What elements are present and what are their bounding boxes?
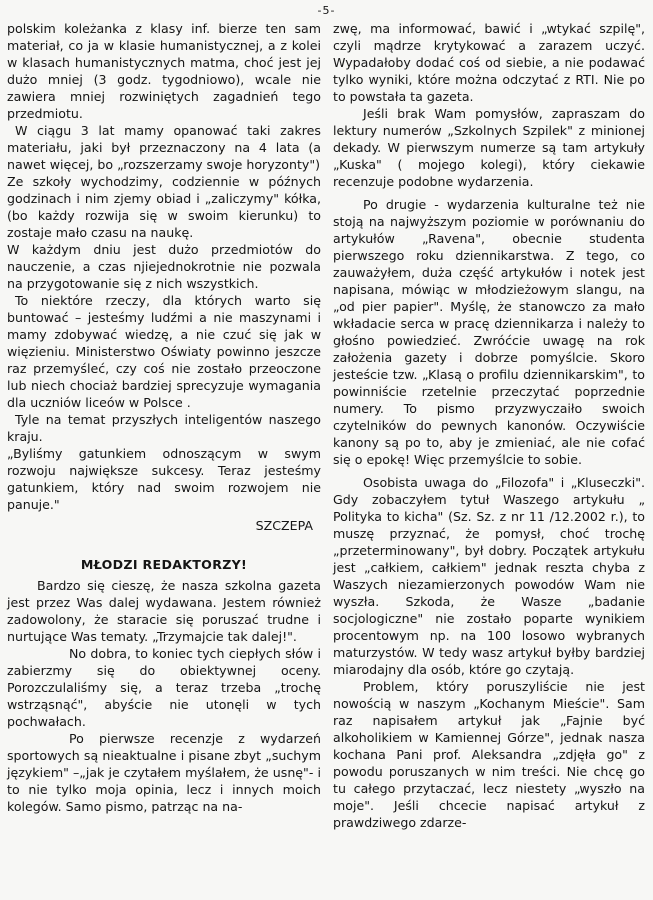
paragraph: W każdym dniu jest dużo przedmiotów do nauczenie, a czas njiejednokrotnie nie pozwala na przygotowanie się z nich wszystkich. <box>7 242 321 291</box>
section-heading: MŁODZI REDAKTORZY! <box>80 557 248 572</box>
paragraph: Bardzo się cieszę, że nasza szkolna gazeta jest przez Was dalej wydawana. Jestem również zadowolony, że staracie się poruszać trudne i nurtujące Was tematy. „Trzymajcie tak dalej!". <box>7 578 321 644</box>
paragraph: No dobra, to koniec tych ciepłych słów i zabierzmy się do obiektywnej oceny. Porozczulaliśmy się, a teraz trzeba „trochę wstrząsnąć", abyście nie utonęli w tych pochwałach. <box>7 646 321 729</box>
page-number: -5- <box>317 4 336 17</box>
paragraph: zwę, ma informować, bawić i „wtykać szpilę", czyli mądrze krytykować a zarazem uczyć. Wypadałoby dodać coś od siebie, a nie podawać tylko wyniki, które można odczytać z RTI. Nie po to powstała ta gazeta. <box>333 21 645 104</box>
author-signature: SZCZEPA <box>255 518 313 533</box>
paragraph: Jeśli brak Wam pomysłów, zapraszam do lektury numerów „Szkolnych Szpilek" z minionej dekady. W pierwszym numerze są tam artykuły „Kuska" ( mojego kolegi), który ciekawie recenzuje podobne wydarzenia. <box>333 106 645 189</box>
paragraph: Osobista uwaga do „Filozofa" i „Kluseczki". Gdy zobaczyłem tytuł Waszego artykułu „ Polityka to kicha" (Sz. Sz. z nr 11 /12.2002 r.), to muszę przyznać, że pomysł, choć trochę „przeterminowany", był dobry. Początek artykułu jest „całkiem, całkiem" jednak reszta chyba z Waszych niezamierzonych powodów Wam nie wyszła. Szkoda, że Wasze „badanie socjologiczne" nie zostało poparte wynikiem procentowym np. na 100 losowo wybranych maturzystów. W tedy wasz artykuł byłby bardziej miarodajny dla osób, które go czytają. <box>333 475 645 677</box>
paragraph: Tyle na temat przyszłych inteligentów naszego kraju. <box>7 412 321 444</box>
right-column <box>333 20 645 831</box>
left-column <box>7 20 321 815</box>
paragraph: Po drugie - wydarzenia kulturalne też nie stoją na najwyższym poziomie w porównaniu do artykułów „Ravena", obecnie studenta pierwszego roku dziennikarstwa. Z tego, co zauważyłem, duża część artykułów i notek jest napisana, mówiąc w młodzieżowym slangu, na „od pier papier". Myślę, że stanowczo za mało wkładacie serca w pracę dziennikarza i należy to głośno powiedzieć. Zwróćcie uwagę na rok założenia gazety i dobrze pomyślcie. Skoro jesteście tzw. „Klasą o profilu dziennikarskim", to powinniście rzetelnie przeczytać poprzednie numery. To pismo przyzwyczaiło swoich czytelników do pewnych kanonów. Oczywiście kanony są po to, aby je zmieniać, ale nie cofać się o epokę! Więc przemyślcie to sobie. <box>333 197 645 467</box>
quote-paragraph: „Byliśmy gatunkiem odnoszącym w swym rozwoju największe sukcesy. Teraz jesteśmy gatunkiem, który nad swoim rozwojem nie panuje." <box>7 446 321 512</box>
paragraph: polskim koleżanka z klasy inf. bierze ten sam materiał, co ja w klasie humanistycznej, a z kolei w klasach humanistycznych matma, choć jest jej dużo mniej (3 godz. tygodniowo), wcale nie zawiera mniej rozwiniętych zagadnień tego przedmiotu. <box>7 21 321 121</box>
paragraph: Problem, który poruszyliście nie jest nowością w naszym „Kochanym Mieście". Sam raz napisałem artykuł jak „Fajnie być alkoholikiem w Kamiennej Górze", jednak nasza kochana Pani prof. Aleksandra „zdjęła go" z powodu poruszanych w nim treści. Nie chcę go tu całego przytaczać, lecz niestety „wyszło na moje". Jeśli chcecie napisać artykuł z prawdziwego zdarze- <box>333 679 645 830</box>
paragraph: Ze szkoły wychodzimy, codziennie w późnych godzinach i nim zjemy obiad i „zaliczymy" kółka, (bo każdy rozwija się w swoim kierunku) to zostaje mało czasu na naukę. <box>7 174 321 240</box>
paragraph: W ciągu 3 lat mamy opanować taki zakres materiału, jaki był przeznaczony na 4 lata (a nawet więcej, bo „rozszerzamy swoje horyzonty") <box>7 123 321 172</box>
paragraph: Po pierwsze recenzje z wydarzeń sportowych są nieaktualne i pisane zbyt „suchym językiem" –„jak je czytałem myślałem, że usnę"- i to nie tylko moja opinia, lecz i innych moich kolegów. Samo pismo, patrząc na na- <box>7 731 321 814</box>
paragraph: To niektóre rzeczy, dla których warto się buntować – jesteśmy ludźmi a nie maszynami i mamy zdobywać wiedzę, a nie czuć się jak w więzieniu. Ministerstwo Oświaty powinno jeszcze raz przemyśleć, czy coś nie zostało przeoczone lub niech chociaż bardziej sprecyzuje wymagania dla uczniów liceów w Polsce . <box>7 293 321 410</box>
